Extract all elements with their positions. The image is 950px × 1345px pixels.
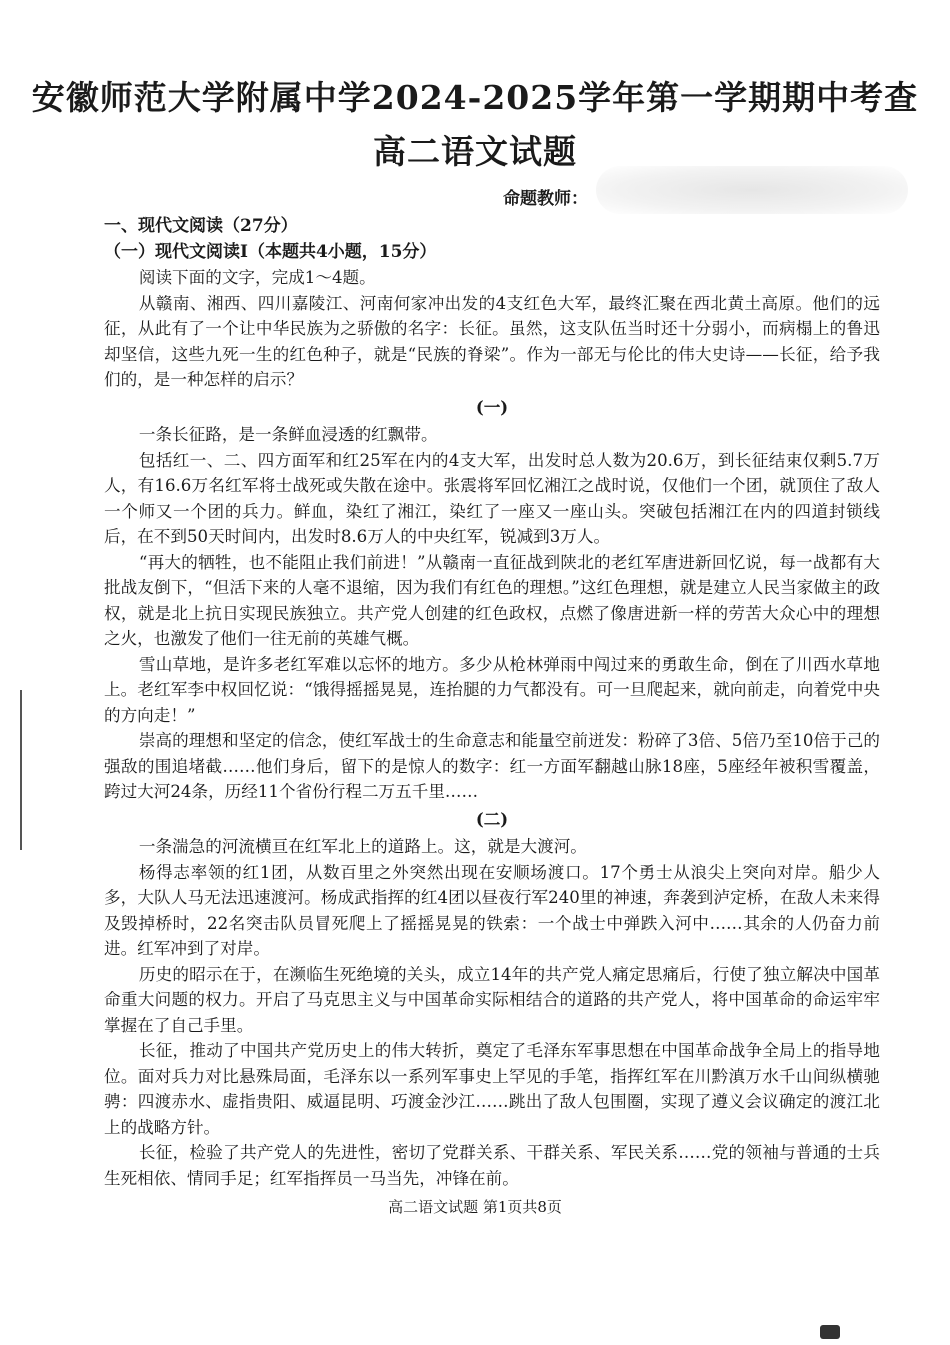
page-footer: 高二语文试题 第1页共8页 xyxy=(388,1198,562,1216)
paragraph: 包括红一、二、四方面军和红25军在内的4支大军，出发时总人数为20.6万，到长征结束仅剩5.7万人，有16.6万名红军将士战死或失散在途中。张震将军回忆湘江之战时说，仅他们一个团，就顶住了敌人一个师又一个团的兵力。鲜血，染红了湘江，染红了一座又一座山头。突破包括湘江在内的四道封锁线后，在不到50天时间内，出发时8.6万人的中央红军，锐减到3万人。 xyxy=(104,450,880,546)
paragraph: 一条湍急的河流横亘在红军北上的道路上。这，就是大渡河。 xyxy=(138,837,587,856)
section-label-2: (二) xyxy=(475,808,509,829)
paragraph: 崇高的理想和坚定的信念，使红军战士的生命意志和能量空前迸发：粉碎了3倍、5倍乃至10倍于己的强敌的围追堵截……他们身后，留下的是惊人的数字：红一方面军翻越山脉18座，5座经年被积雪覆盖，跨过大河24条，历经11个省份行程二万五千里…… xyxy=(104,731,880,801)
exam-subtitle: 高二语文试题 xyxy=(373,132,577,171)
teacher-label: 命题教师： xyxy=(503,189,588,209)
paragraph: 杨得志率领的红1团，从数百里之外突然出现在安顺场渡口。17个勇士从浪尖上突向对岸。船少人多，大队人马无法迅速渡河。杨成武指挥的红4团以昼夜行军240里的神速，奔袭到泸定桥，在敌人未来得及毁掉桥时，22名突击队员冒死爬上了摇摇晃晃的铁索：一个战士中弹跌入河中……其余的人仍奋力前进。红军冲到了对岸。 xyxy=(104,862,880,958)
instruction: 阅读下面的文字，完成1～4题。 xyxy=(138,268,376,287)
paragraph: 雪山草地，是许多老红军难以忘怀的地方。多少从枪林弹雨中闯过来的勇敢生命，倒在了川西水草地上。老红军李中权回忆说：“饿得摇摇晃晃，连抬腿的力气都没有。可一旦爬起来，就向前走，向着党中央的方向走！” xyxy=(104,654,880,725)
exam-body xyxy=(104,214,880,1191)
scanner-watermark xyxy=(820,1318,950,1345)
sub1-heading: （一）现代文阅读Ⅰ（本题共4小题，15分） xyxy=(104,241,437,262)
exam-title: 安徽师范大学附属中学2024-2025学年第一学期期中考查 xyxy=(31,78,919,117)
article-intro: 从赣南、湘西、四川嘉陵江、河南何家冲出发的4支红色大军，最终汇聚在西北黄土高原。他们的远征，从此有了一个让中华民族为之骄傲的名字：长征。虽然，这支队伍当时还十分弱小，而病榻上的鲁迅却坚信，这些九死一生的红色种子，就是“民族的脊梁”。作为一部无与伦比的伟大史诗——长征，给予我们的，是一种怎样的启示？ xyxy=(104,293,880,389)
scan-artifact-line xyxy=(20,690,22,850)
paragraph: 历史的昭示在于，在濒临生死绝境的关头，成立14年的共产党人痛定思痛后，行使了独立解决中国革命重大问题的权力。开启了马克思主义与中国革命实际相结合的道路的共产党人，将中国革命的命运牢牢掌握在了自己手里。 xyxy=(104,964,880,1035)
paragraph: 长征，推动了中国共产党历史上的伟大转折，奠定了毛泽东军事思想在中国革命战争全局上的指导地位。面对兵力对比悬殊局面，毛泽东以一系列军事史上罕见的手笔，指挥红军在川黔滇万水千山间纵横驰骋：四渡赤水、虚指贵阳、威逼昆明、巧渡金沙江……跳出了敌人包围圈，实现了遵义会议确定的渡江北上的战略方针。 xyxy=(104,1041,880,1137)
scanner-logo-icon xyxy=(820,1325,840,1339)
part1-heading: 一、现代文阅读（27分） xyxy=(104,216,298,236)
redacted-name-area xyxy=(596,166,908,214)
paragraph: 长征，检验了共产党人的先进性，密切了党群关系、干群关系、军民关系……党的领袖与普通的士兵生死相依、情同手足；红军指挥员一马当先，冲锋在前。 xyxy=(104,1143,880,1188)
paragraph: “再大的牺牲，也不能阻止我们前进！”从赣南一直征战到陕北的老红军唐进新回忆说，每一战都有大批战友倒下，“但活下来的人毫不退缩，因为我们有红色的理想。”这红色理想，就是建立人民当家做主的政权，就是北上抗日实现民族独立。共产党人创建的红色政权，点燃了像唐进新一样的劳苦大众心中的理想之火，也激发了他们一往无前的英雄气概。 xyxy=(104,552,880,648)
paragraph: 一条长征路，是一条鲜血浸透的红飘带。 xyxy=(138,425,438,444)
section-label-1: (一) xyxy=(475,396,509,417)
